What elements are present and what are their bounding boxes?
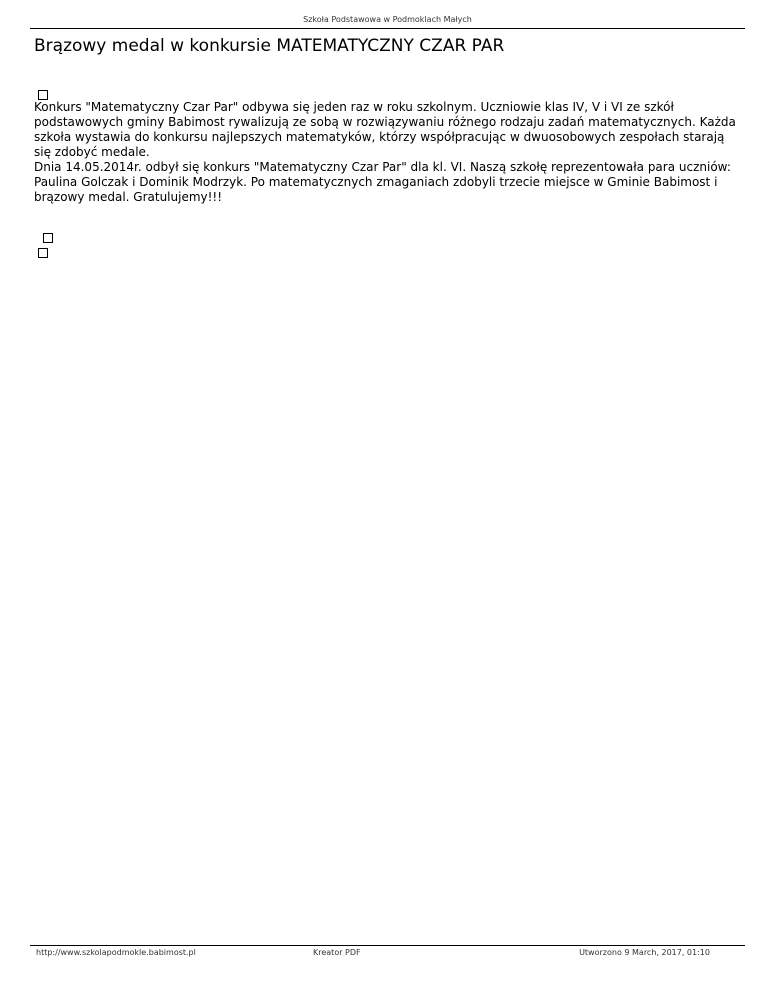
footer-site-url: http://www.szkolapodmokle.babimost.pl [36,948,196,957]
page-header-school-name: Szkoła Podstawowa w Podmoklach Małych [303,15,472,24]
missing-image-icon [43,233,53,243]
footer-generator: Kreator PDF [313,948,361,957]
page-title: Brązowy medal w konkursie MATEMATYCZNY CZAR PAR [34,36,505,56]
header-divider [30,28,745,29]
article-paragraph: Dnia 14.05.2014r. odbył się konkurs "Matematyczny Czar Par" dla kl. VI. Naszą szkołę reprezentowała para uczniów: Paulina Golczak i Dominik Modrzyk. Po matematycznych zmaganiach zdobyli trzecie miejsce w Gminie Babimost i brązowy medal. Gratulujemy!!! [34,160,731,204]
footer-created-date: Utworzono 9 March, 2017, 01:10 [579,948,710,957]
article-paragraph: Konkurs "Matematyczny Czar Par" odbywa się jeden raz w roku szkolnym. Uczniowie klas IV, V i VI ze szkół podstawowych gminy Babimost rywalizują ze sobą w rozwiązywaniu różnego rodzaju zadań matematycznych. Każda szkoła wystawia do konkursu najlepszych matematyków, którzy współpracując w dwuosobowych zespołach starają się zdobyć medale. [34,100,736,159]
missing-image-icon [38,90,48,100]
footer-divider [30,945,745,946]
article-body [34,100,744,205]
missing-image-icon [38,248,48,258]
